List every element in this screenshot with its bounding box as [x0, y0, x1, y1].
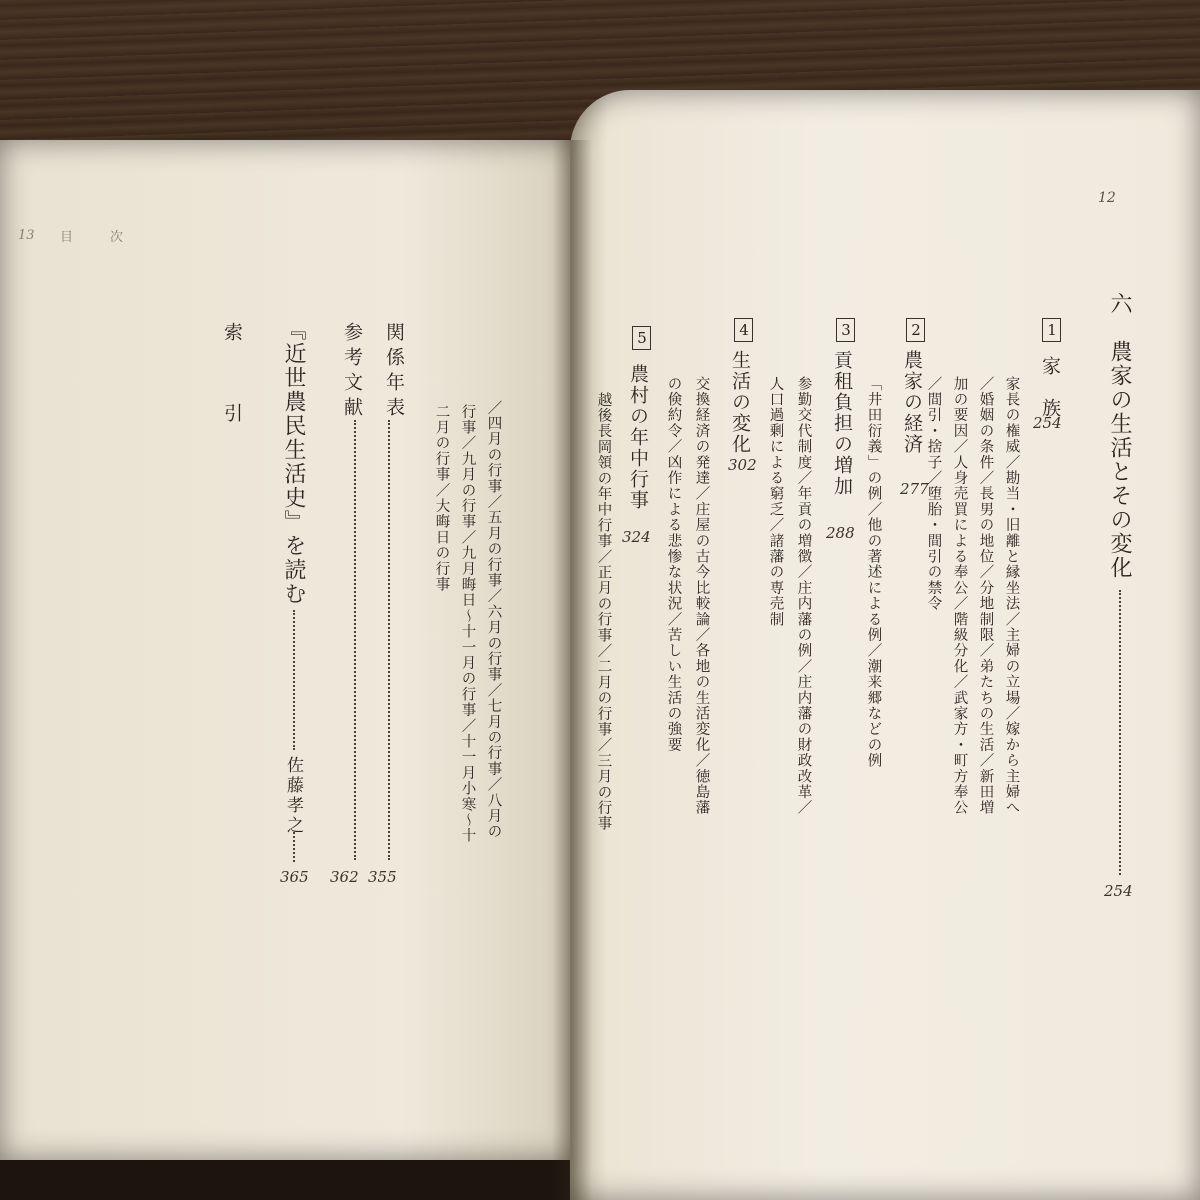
- section-1-desc-1: 家長の権威／勘当・旧離と縁坐法／主婦の立場／嫁から主婦へ: [1003, 376, 1020, 816]
- section-3-desc-2: 人口過剰による窮乏／諸藩の専売制: [767, 376, 784, 628]
- references-page: 362: [330, 868, 359, 886]
- chronology-page: 355: [368, 868, 397, 886]
- chronology-title: 関係年表: [383, 322, 405, 422]
- section-2-title: 農家の経済: [901, 350, 923, 455]
- left-page-number: 13: [18, 228, 35, 243]
- left-page-running-head: 目 次: [60, 230, 136, 245]
- section-3-number-box: 3: [836, 318, 855, 342]
- book-gutter: [552, 140, 592, 1200]
- section-5-page: 324: [622, 528, 651, 546]
- annual-events-line-1: ／四月の行事／五月の行事／六月の行事／七月の行事／八月の: [485, 400, 502, 840]
- annual-events-line-3: 二月の行事／大晦日の行事: [433, 404, 450, 593]
- chapter-page: 254: [1104, 882, 1133, 900]
- section-3-title: 貢租負担の増加: [831, 350, 853, 497]
- index-title: 索 引: [221, 322, 243, 430]
- section-4-desc-1: 交換経済の発達／庄屋の古今比較論／各地の生活変化／徳島藩: [693, 376, 710, 816]
- section-2-number-box: 2: [906, 318, 925, 342]
- section-4-title: 生活の変化: [729, 350, 751, 455]
- section-4-number-box: 4: [734, 318, 753, 342]
- right-page: [570, 90, 1200, 1200]
- essay-leader-2: [293, 832, 295, 862]
- section-2-desc-1: 「井田衍義」の例／他の著述による例／潮来郷などの例: [865, 376, 882, 769]
- section-1-title: 家 族: [1039, 356, 1061, 419]
- section-1-number-box: 1: [1042, 318, 1061, 342]
- section-5-number-box: 5: [632, 326, 651, 350]
- section-1-desc-2: ／婚姻の条件／長男の地位／分地制限／弟たちの生活／新田増: [977, 376, 994, 816]
- essay-leader: [293, 610, 295, 750]
- essay-title: 『近世農民生活史』を読む: [281, 318, 306, 606]
- section-4-desc-2: の倹約令／凶作による悲惨な状況／苦しい生活の強要: [665, 376, 682, 753]
- section-5-title: 農村の年中行事: [627, 364, 649, 511]
- chapter-leader: [1119, 590, 1121, 875]
- right-page-number: 12: [1098, 190, 1116, 206]
- annual-events-line-2: 行事／九月の行事／九月晦日〜十一月の行事／十一月小寒〜十: [459, 404, 476, 844]
- chapter-title: 農家の生活とその変化: [1107, 340, 1132, 580]
- section-1-desc-3: 加の要因／人身売買による奉公／階級分化／武家方・町方奉公: [951, 376, 968, 816]
- section-2-page: 277: [900, 480, 929, 498]
- chapter-number: 六: [1107, 292, 1132, 314]
- section-1-desc-4: ／間引・捨子／堕胎・間引の禁令: [925, 376, 942, 612]
- references-leader: [354, 420, 356, 860]
- chronology-leader: [388, 420, 390, 860]
- references-title: 参考文献: [341, 322, 363, 422]
- section-3-page: 288: [826, 524, 855, 542]
- section-3-desc-1: 参勤交代制度／年貢の増徴／庄内藩の例／庄内藩の財政改革／: [795, 376, 812, 816]
- section-1-page: 254: [1033, 414, 1062, 432]
- section-4-page: 302: [728, 456, 757, 474]
- essay-page: 365: [280, 868, 309, 886]
- section-5-desc-1: 越後長岡領の年中行事／正月の行事／二月の行事／三月の行事: [595, 392, 612, 832]
- essay-author: 佐藤孝之: [283, 756, 303, 836]
